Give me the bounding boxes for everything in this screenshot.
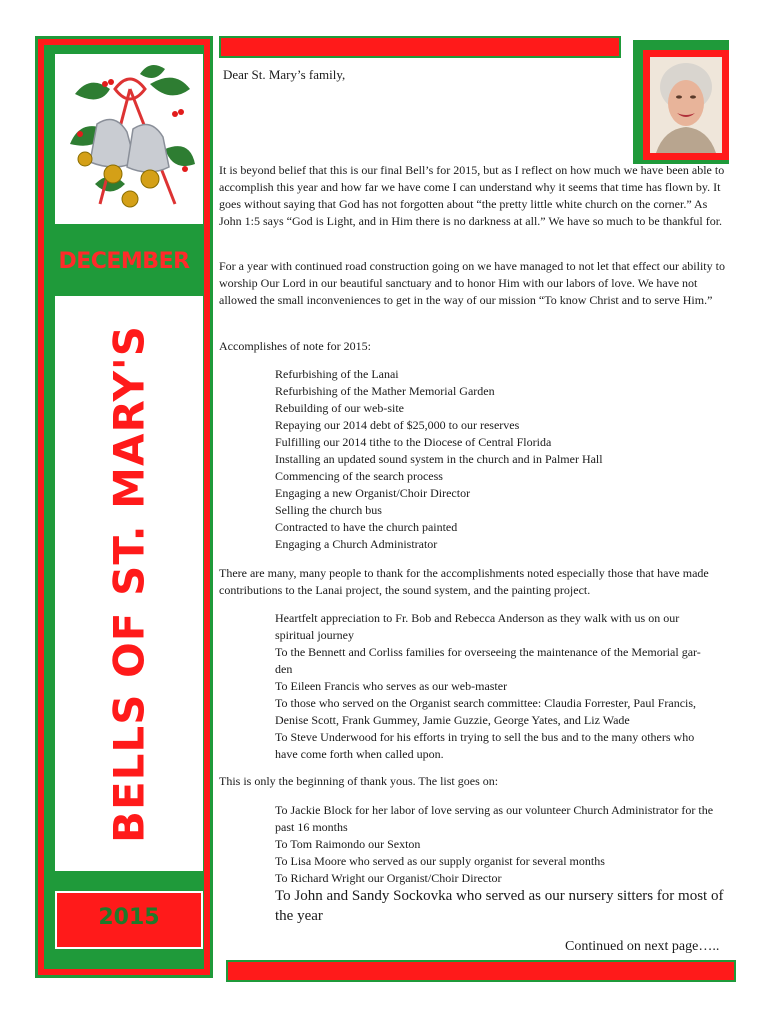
- list-item: Refurbishing of the Lanai: [275, 367, 399, 381]
- accomplishments-list: [275, 366, 715, 553]
- month-label: DECEMBER: [58, 249, 190, 274]
- list-item: Commencing of the search process: [275, 469, 443, 483]
- newsletter-title: BELLS OF ST. MARY'S: [104, 324, 154, 843]
- list-item: Engaging a new Organist/Choir Director: [275, 486, 471, 500]
- accomplishments-heading: Accomplishes of note for 2015:: [219, 339, 371, 353]
- list-item: Fulfilling our 2014 tithe to the Diocese of Central Florida: [275, 435, 552, 449]
- list-item: Contracted to have the church painted: [275, 520, 458, 534]
- continued-link: Continued on next page…..: [565, 939, 720, 954]
- top-decorative-bar: [219, 36, 621, 58]
- letter-paragraph-1: It is beyond belief that this is our final Bell’s for 2015, but as I reflect on how much we have been able to accomplish this year and how far we have come I can understand why it seems that time has flown by. It goes without saying that God has not forgotten about “the pretty little white church on the corner.” As John 1:5 says “God is Light, and in Him there is no darkness at all.” We have so much to be thankful for.: [219, 163, 725, 228]
- letter-paragraph-2: For a year with continued road construction going on we have managed to not let that effect our ability to worship Our Lord in our beautiful sanctuary and to honor Him with our labors of love. We have not allowed the small inconveniences to get in the way of our mission “To know Christ and to serve Him.”: [219, 259, 725, 307]
- letter-paragraph-5: This is only the beginning of thank yous. The list goes on:: [219, 774, 499, 788]
- list-item: Engaging a Church Administrator: [275, 537, 438, 551]
- list-item: Refurbishing of the Mather Memorial Garden: [275, 384, 495, 398]
- list-item: To Lisa Moore who served as our supply organist for several months: [275, 854, 605, 868]
- year-panel: [55, 891, 203, 949]
- sidebar-inner: [44, 45, 204, 969]
- list-item: To Steve Underwood for his efforts in trying to sell the bus and to the many others who have come forth when called upon.: [275, 730, 695, 761]
- letter-paragraph-4: There are many, many people to thank for the accomplishments noted especially those that have made contributions to the Lanai project, the sound system, and the painting project.: [219, 566, 709, 597]
- list-item: Repaying our 2014 debt of $25,000 to our reserves: [275, 418, 520, 432]
- thanks-list-2: [275, 802, 715, 887]
- letter-greeting: Dear St. Mary’s family,: [223, 67, 346, 82]
- list-item: Installing an updated sound system in the church and in Palmer Hall: [275, 452, 603, 466]
- year-label: 2015: [98, 905, 160, 930]
- list-item: To the Bennett and Corliss families for overseeing the maintenance of the Memorial gar-den: [275, 645, 701, 676]
- list-item: To those who served on the Organist search committee: Claudia Forrester, Paul Francis, Denise Scott, Frank Gummey, Jamie Guzzie, George Yates, and Liz Wade: [275, 696, 697, 727]
- list-item: To Richard Wright our Organist/Choir Director: [275, 871, 502, 885]
- list-item: Heartfelt appreciation to Fr. Bob and Rebecca Anderson as they walk with us on our spiritual journey: [275, 611, 680, 642]
- thanks-list-1: [275, 610, 715, 763]
- list-item: To Eileen Francis who serves as our web-master: [275, 679, 508, 693]
- photo-border: [643, 50, 729, 160]
- author-portrait-icon: [650, 57, 722, 153]
- newsletter-sidebar: [35, 36, 213, 978]
- list-item: Selling the church bus: [275, 503, 382, 517]
- newsletter-title-panel: [55, 296, 203, 871]
- bottom-decorative-bar: [226, 960, 736, 982]
- photo-frame: [633, 40, 729, 164]
- list-item: To Jackie Block for her labor of love serving as our volunteer Church Administrator for the past 16 months: [275, 803, 714, 834]
- thanks-nursery-sitters: To John and Sandy Sockovka who served as our nursery sitters for most of the year: [275, 888, 724, 924]
- christmas-bells-ornament-icon: [55, 54, 203, 224]
- list-item: To Tom Raimondo our Sexton: [275, 837, 421, 851]
- list-item: Rebuilding of our web-site: [275, 401, 404, 415]
